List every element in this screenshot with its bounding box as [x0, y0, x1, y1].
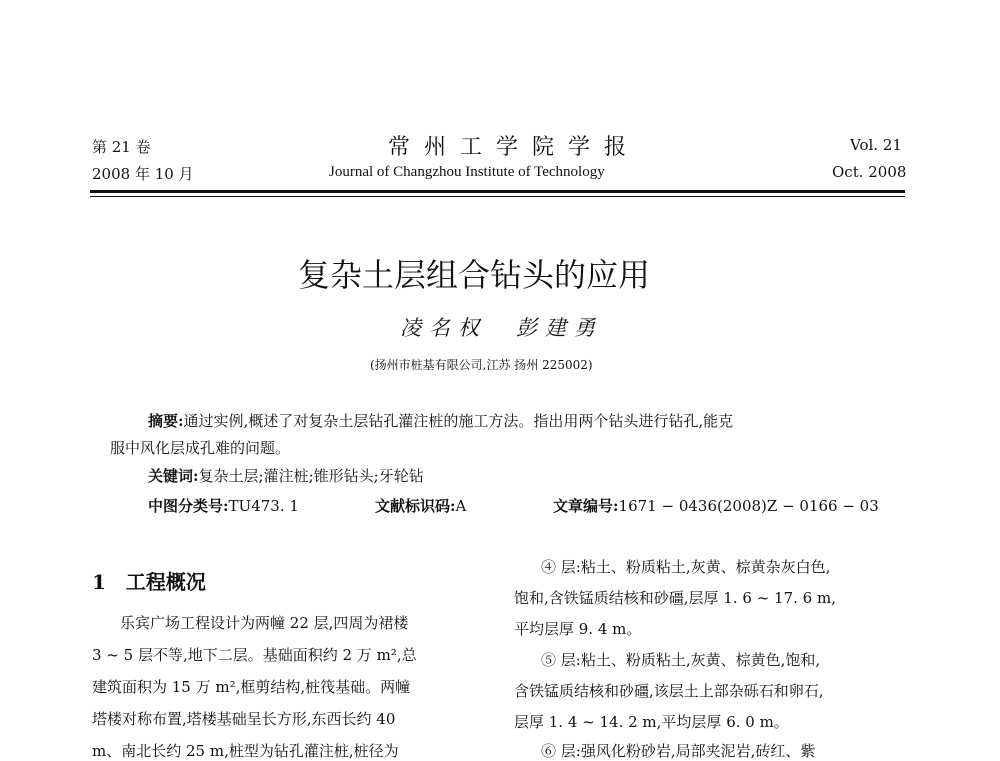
- keywords-line: [148, 465, 424, 486]
- article-affiliation: (扬州市桩基有限公司,江苏 扬州 225002): [370, 358, 593, 372]
- right-column-line: 平均层厚 9. 4 m。: [514, 620, 642, 638]
- section-1-line: 乐宾广场工程设计为两幢 22 层,四周为裙楼: [120, 614, 409, 632]
- article-number-value: 1671 − 0436(2008)Z − 0166 − 03: [618, 497, 879, 515]
- doc-code-value: A: [455, 497, 467, 515]
- abstract-label: 摘要:: [148, 412, 184, 430]
- right-column-line: ④ 层:粘土、粉质粘土,灰黄、棕黄杂灰白色,: [541, 558, 831, 576]
- journal-title-cn: 常州工学院学报: [388, 135, 641, 160]
- doc-code-line: [375, 495, 466, 516]
- right-column-line: ⑤ 层:粘土、粉质粘土,灰黄、棕黄色,饱和,: [541, 651, 821, 669]
- clc-value: TU473. 1: [228, 497, 299, 515]
- header-rule-thin: [90, 196, 905, 197]
- volume-label: 第 21 卷: [92, 138, 151, 156]
- article-number-label: 文章编号:: [553, 497, 619, 515]
- section-1-line: 塔楼对称布置,塔楼基础呈长方形,东西长约 40: [92, 710, 396, 728]
- header-rule-thick: [90, 190, 905, 193]
- volume-en: Vol. 21: [850, 136, 902, 154]
- right-column-line: 含铁锰质结核和砂礓,该层土上部杂砾石和卵石,: [514, 682, 824, 700]
- abstract-text-1: 通过实例,概述了对复杂土层钻孔灌注桩的施工方法。指出用两个钻头进行钻孔,能克: [183, 412, 734, 430]
- journal-title-en: Journal of Changzhou Institute of Technology: [329, 164, 605, 180]
- date-label: 2008 年 10 月: [92, 165, 194, 183]
- section-1-line: 3 ~ 5 层不等,地下二层。基础面积约 2 万 m²,总: [92, 646, 417, 664]
- keywords-label: 关键词:: [148, 467, 199, 485]
- date-en: Oct. 2008: [832, 163, 907, 181]
- section-1-line: 建筑面积为 15 万 m²,框剪结构,桩筏基础。两幢: [92, 678, 411, 696]
- right-column-line: ⑥ 层:强风化粉砂岩,局部夹泥岩,砖红、紫: [541, 742, 816, 760]
- keywords-text: 复杂土层;灌注桩;锥形钻头;牙轮钻: [198, 467, 424, 485]
- section-1-line: m、南北长约 25 m,桩型为钻孔灌注桩,桩径为: [92, 742, 399, 760]
- right-column-line: 饱和,含铁锰质结核和砂礓,层厚 1. 6 ~ 17. 6 m,: [514, 589, 836, 607]
- doc-code-label: 文献标识码:: [375, 497, 456, 515]
- section-1-heading: 1 工程概况: [92, 570, 206, 594]
- right-column-line: 层厚 1. 4 ~ 14. 2 m,平均层厚 6. 0 m。: [514, 713, 789, 731]
- abstract-line-2: 服中风化层成孔难的问题。: [110, 439, 291, 457]
- article-title: 复杂土层组合钻头的应用: [298, 256, 651, 294]
- article-authors: 凌名权 彭建勇: [400, 316, 603, 340]
- clc-label: 中图分类号:: [148, 497, 229, 515]
- article-number-line: [553, 495, 879, 516]
- abstract-line-1: [148, 410, 733, 431]
- clc-line: [148, 495, 299, 516]
